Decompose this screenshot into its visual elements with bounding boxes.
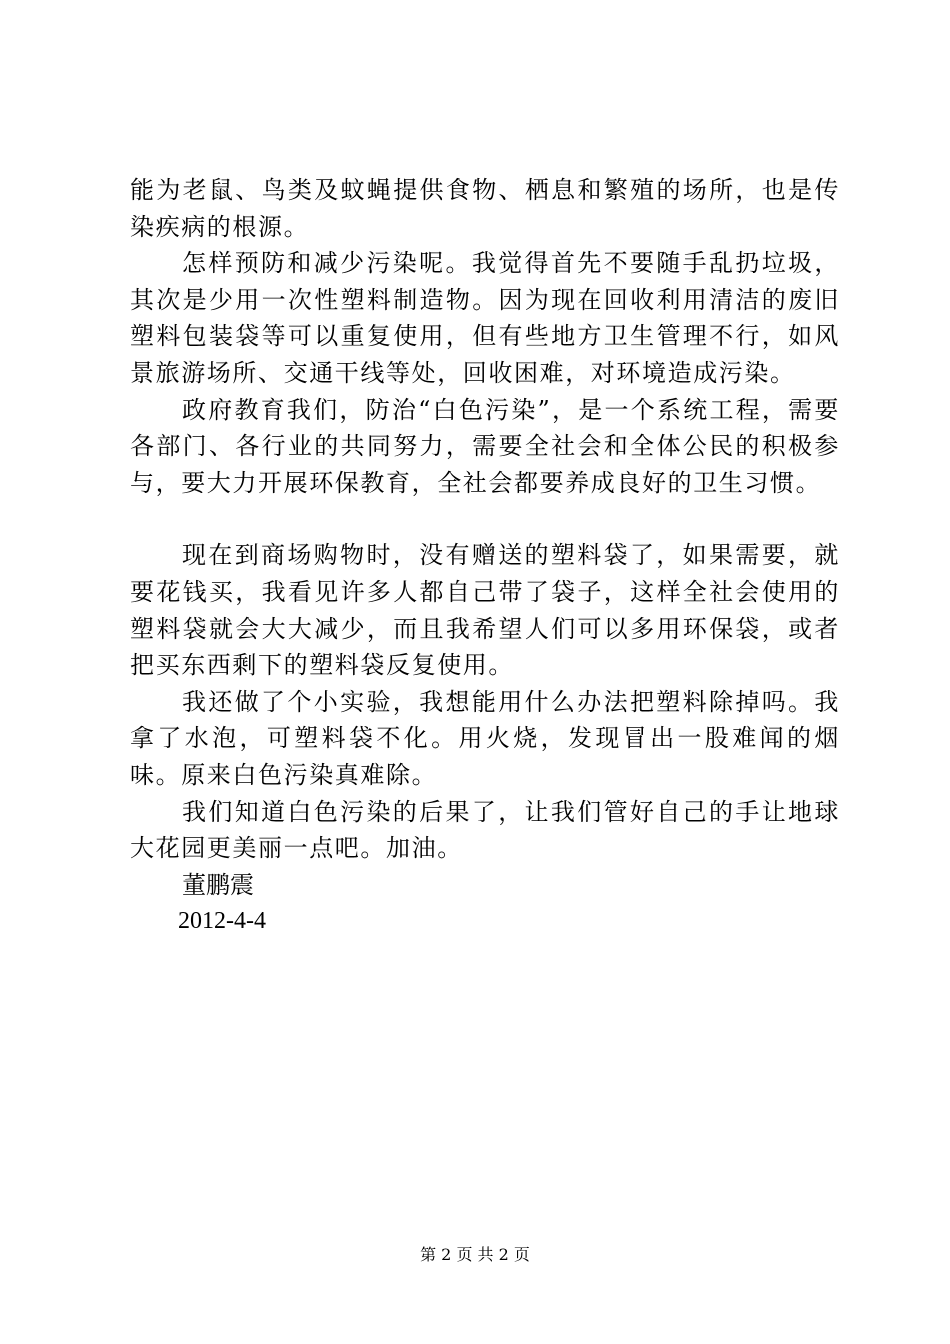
- paragraph-gap: [130, 501, 840, 537]
- author-signature: 董鹏震: [182, 870, 254, 899]
- document-date: 2012-4-4: [178, 907, 266, 934]
- paragraph-shopping: 现在到商场购物时，没有赠送的塑料袋了，如果需要，就要花钱买，我看见许多人都自己带了袋子，这样全社会使用的塑料袋就会大大减少，而且我希望人们可以多用环保袋，或者把买东西剩下的塑料袋反复使用。: [130, 541, 840, 680]
- paragraph-government: 政府教育我们，防治“白色污染”，是一个系统工程，需要各部门、各行业的共同努力，需要全社会和全体公民的积极参与，要大力开展环保教育，全社会都要养成良好的卫生习惯。: [130, 395, 840, 497]
- paragraph-continuation: 能为老鼠、鸟类及蚊蝇提供食物、栖息和繁殖的场所，也是传染疾病的根源。: [130, 176, 840, 241]
- paragraph-experiment: 我还做了个小实验，我想能用什么办法把塑料除掉吗。我拿了水泡，可塑料袋不化。用火烧，发现冒出一股难闻的烟味。原来白色污染真难除。: [130, 687, 840, 789]
- document-body: [130, 172, 840, 939]
- page-footer: 第 2 页 共 2 页: [420, 1245, 530, 1264]
- paragraph-conclusion: 我们知道白色污染的后果了，让我们管好自己的手让地球大花园更美丽一点吧。加油。: [130, 797, 840, 863]
- paragraph-prevention: 怎样预防和减少污染呢。我觉得首先不要随手乱扔垃圾，其次是少用一次性塑料制造物。因为现在回收利用清洁的废旧塑料包装袋等可以重复使用，但有些地方卫生管理不行，如风景旅游场所、交通干线等处，回收困难，对环境造成污染。: [130, 249, 840, 387]
